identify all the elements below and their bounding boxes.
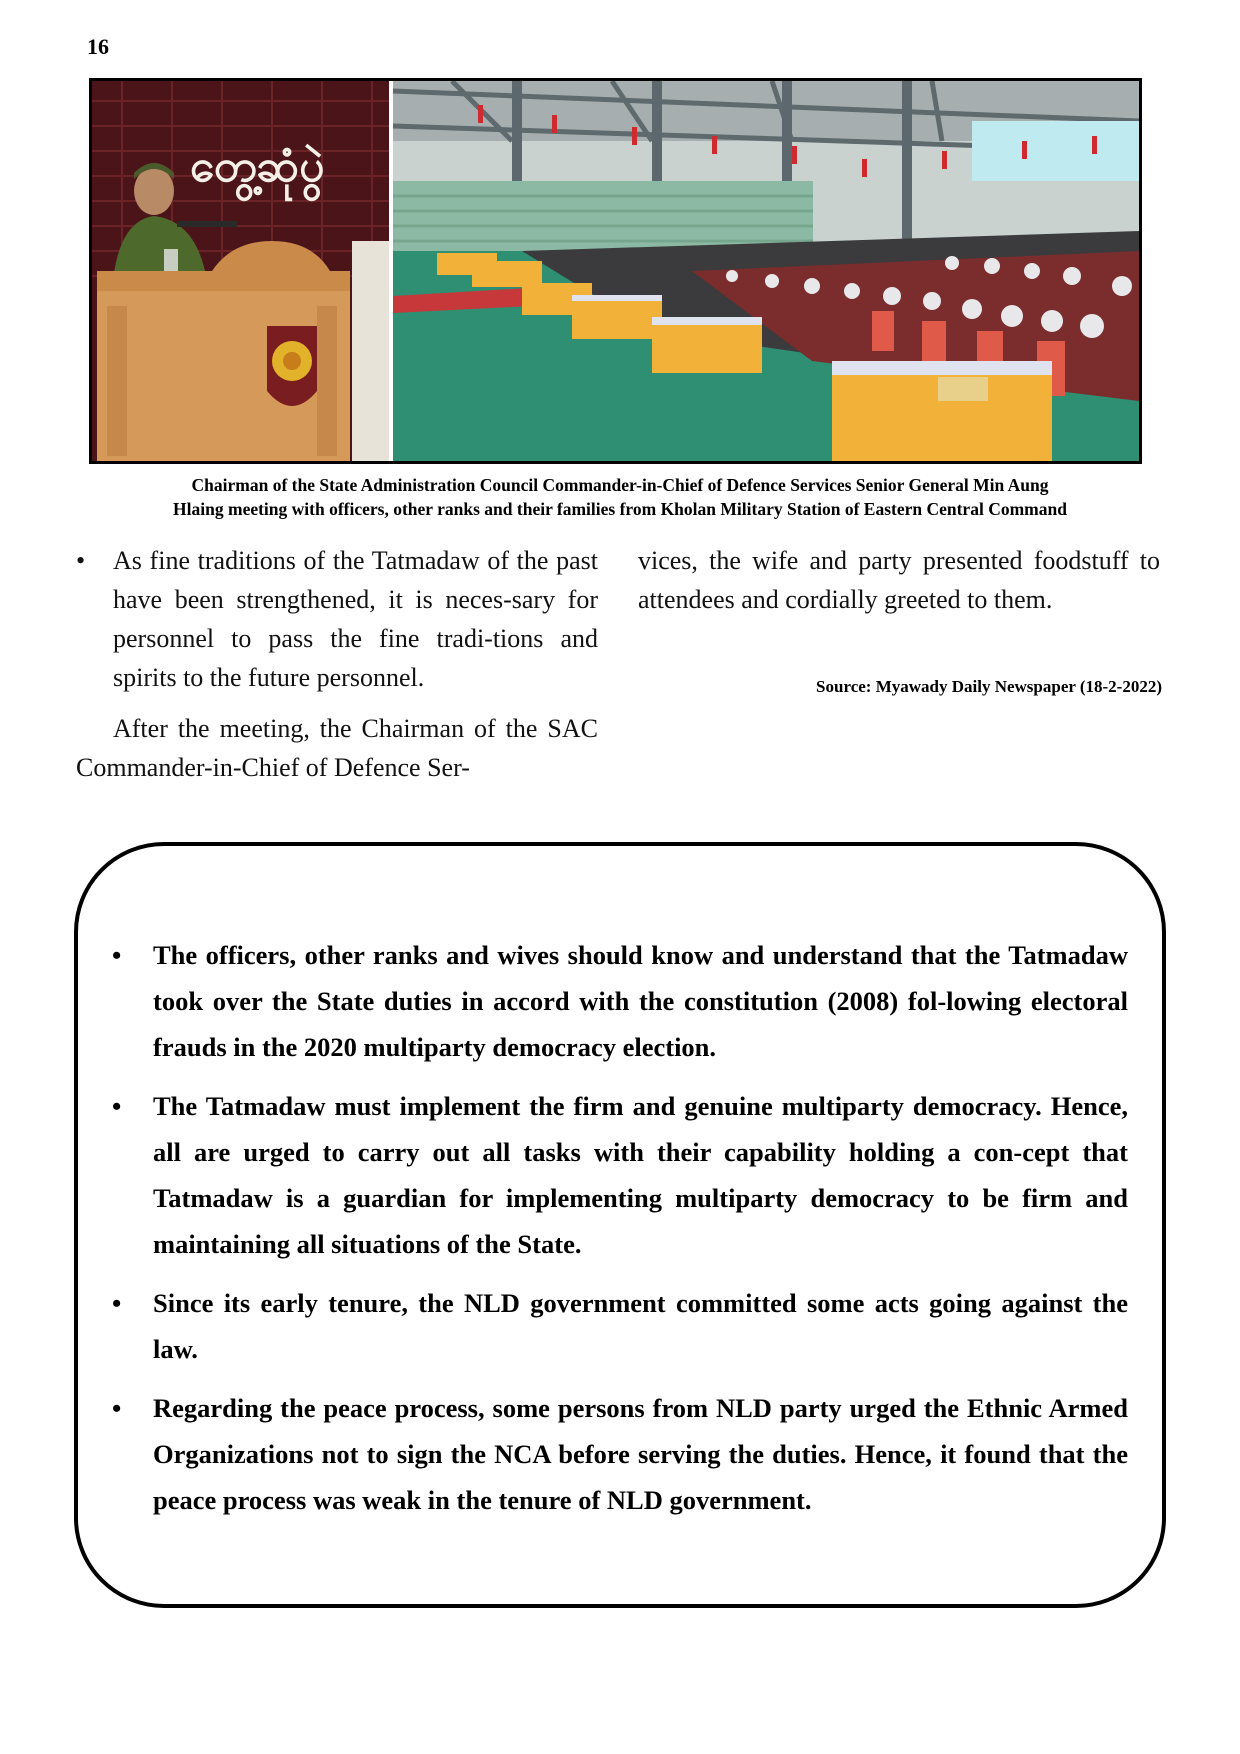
banner-text: တွေ့ဆုံပွဲ <box>189 141 325 192</box>
highlight-item-text: Regarding the peace process, some persons from NLD party urged the Ethnic Armed Organizations not to sign the NCA before serving the duties. Hence, it found that the peace process was weak in the tenure of NLD government. <box>153 1393 1128 1515</box>
highlight-item-text: The officers, other ranks and wives should know and understand that the Tatmadaw took over the State duties in accord with the constitution (2008) fol-lowing electoral frauds in the 2020 multiparty democracy election. <box>153 940 1128 1062</box>
highlight-list <box>110 932 1128 1536</box>
bullet-dot: • <box>112 1091 122 1121</box>
highlight-item-text: Since its early tenure, the NLD government committed some acts going against the law. <box>153 1288 1128 1364</box>
highlight-item <box>110 1385 1128 1523</box>
highlight-item <box>110 932 1128 1070</box>
right-column <box>638 541 1160 619</box>
highlight-item <box>110 1280 1128 1372</box>
photo-caption <box>82 473 1158 521</box>
body-bullet-text: As fine traditions of the Tatmadaw of the past have been strengthened, it is neces-sary for personnel to pass the fine tradi-tions and spirits to the future personnel. <box>113 546 598 692</box>
audience-photo <box>393 81 1139 461</box>
caption-line-1: Chairman of the State Administration Council Commander-in-Chief of Defence Services Senior General Min Aung <box>191 475 1049 495</box>
body-paragraph-continued: vices, the wife and party presented foodstuff to attendees and cordially greeted to them. <box>638 546 1160 614</box>
body-bullet <box>76 541 598 697</box>
highlight-item-text: The Tatmadaw must implement the firm and genuine multiparty democracy. Hence, all are urged to carry out all tasks with their capability holding a con-cept that Tatmadaw is a guardian for implementing multiparty democracy to be firm and maintaining all situations of the State. <box>153 1091 1128 1259</box>
body-paragraph: After the meeting, the Chairman of the SAC Commander-in-Chief of Defence Ser- <box>76 714 598 782</box>
bullet-dot: • <box>112 1288 122 1318</box>
highlight-item <box>110 1083 1128 1267</box>
caption-line-2: Hlaing meeting with officers, other ranks and their families from Kholan Military Station of Eastern Central Command <box>173 499 1067 519</box>
left-column <box>76 541 598 787</box>
source-citation: Source: Myawady Daily Newspaper (18-2-2022) <box>816 677 1162 696</box>
speaker-photo <box>92 81 389 461</box>
bullet-dot: • <box>76 546 86 575</box>
bullet-dot: • <box>112 940 122 970</box>
meeting-photo <box>89 78 1142 464</box>
bullet-dot: • <box>112 1393 122 1423</box>
page-number: 16 <box>87 34 109 59</box>
